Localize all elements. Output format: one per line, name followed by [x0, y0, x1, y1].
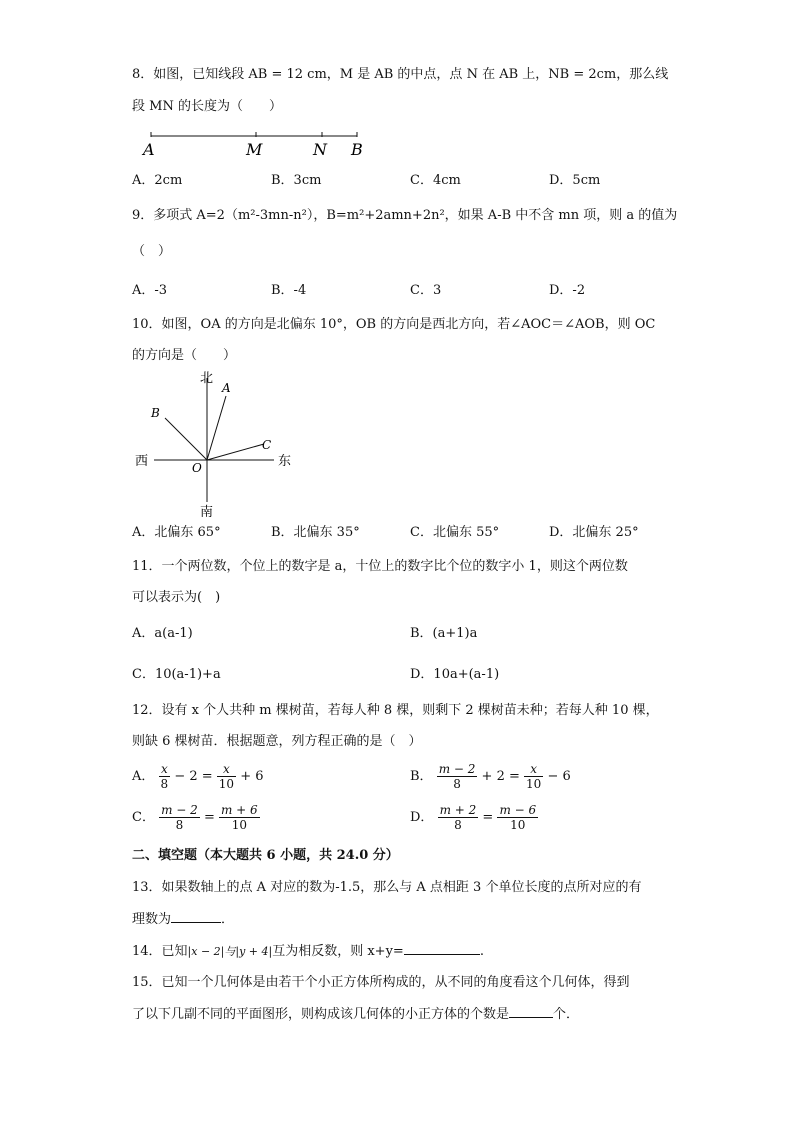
fraction: $\frac{x}{8}$	[160, 762, 169, 791]
fraction: $\frac{m - 6}{10}$	[499, 803, 537, 832]
option-d-letter: D．	[410, 810, 434, 825]
west-label: 西	[135, 454, 149, 469]
q8-option-a[interactable]: A．2cm	[132, 173, 183, 188]
q10-option-c[interactable]: C．北偏东 55°	[410, 525, 500, 540]
option-c-letter: C．	[132, 810, 155, 825]
q15-stem-line1: 15．已知一个几何体是由若干个小正方体所构成的，从不同的角度看这个几何体，得到	[132, 975, 630, 990]
q11-option-a[interactable]: A．a(a-1)	[132, 626, 193, 641]
q12-option-c[interactable]	[132, 803, 260, 832]
q9-option-d[interactable]: D．-2	[549, 283, 586, 298]
q8-option-b[interactable]: B．3cm	[271, 173, 322, 188]
q8-stem-line2: 段 MN 的长度为（ ）	[132, 99, 282, 114]
option-b-letter: B．	[410, 769, 433, 784]
abs-expression: |x − 2|与|y + 4|	[187, 945, 273, 958]
north-label: 北	[200, 371, 214, 386]
compass-figure	[130, 368, 300, 520]
q12-option-b[interactable]	[410, 762, 571, 791]
q10-stem-line1: 10．如图，OA 的方向是北偏东 10°，OB 的方向是西北方向，若∠AOC＝∠AOB，则 OC	[132, 317, 656, 332]
q11-stem-line1: 11．一个两位数，个位上的数字是 a，十位上的数字比个位的数字小 1，则这个两位数	[132, 559, 628, 574]
q13-stem-line2: 理数为 ．	[132, 912, 235, 927]
south-label: 南	[200, 505, 214, 520]
option-a-letter: A．	[132, 769, 155, 784]
origin-label: O	[192, 461, 202, 475]
ray-b-label: B	[151, 406, 160, 420]
fraction: $\frac{m - 2}{8}$	[438, 762, 476, 791]
fraction: $\frac{m + 6}{10}$	[220, 803, 258, 832]
answer-blank[interactable]	[509, 1005, 553, 1018]
fraction: $\frac{m + 2}{8}$	[439, 803, 477, 832]
q8-option-c[interactable]: C．4cm	[410, 173, 461, 188]
east-label: 东	[278, 454, 292, 469]
q12-stem-line2: 则缺 6 棵树苗．根据题意，列方程正确的是（ ）	[132, 734, 422, 749]
operator: + 2 =	[481, 769, 520, 784]
q11-stem-line2: 可以表示为( )	[132, 590, 221, 605]
q9-option-b[interactable]: B．-4	[271, 283, 307, 298]
segment-figure	[135, 128, 375, 162]
q10-stem-line2: 的方向是（ ）	[132, 348, 237, 363]
operator: − 6	[547, 769, 571, 784]
q10-option-b[interactable]: B．北偏东 35°	[271, 525, 360, 540]
q14-stem: 14．已知|x − 2|与|y + 4|互为相反数，则 x+y= .	[132, 944, 484, 959]
q12-option-d[interactable]	[410, 803, 538, 832]
operator: + 6	[240, 769, 264, 784]
q11-option-b[interactable]: B．(a+1)a	[410, 626, 478, 641]
q11-option-c[interactable]: C．10(a-1)+a	[132, 667, 221, 682]
operator: =	[203, 810, 215, 825]
answer-blank[interactable]	[404, 942, 480, 955]
fraction: $\frac{x}{10}$	[526, 762, 542, 791]
q10-option-a[interactable]: A．北偏东 65°	[132, 525, 221, 540]
point-a-label: A	[143, 140, 155, 159]
point-n-label: N	[313, 140, 327, 159]
q9-option-a[interactable]: A．-3	[132, 283, 168, 298]
q9-stem-line2: （ ）	[132, 244, 172, 259]
operator: − 2 =	[174, 769, 213, 784]
q11-option-d[interactable]: D．10a+(a-1)	[410, 667, 500, 682]
answer-blank[interactable]	[171, 910, 221, 923]
q15-stem-line2: 了以下几副不同的平面图形，则构成该几何体的小正方体的个数是 个．	[132, 1007, 580, 1022]
q12-option-a[interactable]	[132, 762, 264, 791]
q9-stem-line1: 9．多项式 A=2（m²-3mn-n²），B=m²+2amn+2n²，如果 A-B 中不含 mn 项，则 a 的值为	[132, 208, 678, 223]
q8-option-d[interactable]: D．5cm	[549, 173, 601, 188]
ray-c-label: C	[262, 438, 272, 452]
q10-option-d[interactable]: D．北偏东 25°	[549, 525, 639, 540]
q8-stem-line1: 8．如图，已知线段 AB = 12 cm，M 是 AB 的中点，点 N 在 AB 上，NB = 2cm，那么线	[132, 67, 669, 82]
fraction: $\frac{m - 2}{8}$	[161, 803, 198, 832]
ray-a-label: A	[222, 381, 231, 395]
point-m-label: M	[246, 140, 263, 159]
q13-stem-line1: 13．如果数轴上的点 A 对应的数为-1.5，那么与 A 点相距 3 个单位长度的点所对应的有	[132, 880, 642, 895]
operator: =	[482, 810, 494, 825]
point-b-label: B	[351, 140, 363, 159]
q12-stem-line1: 12．设有 x 个人共种 m 棵树苗，若每人种 8 棵，则剩下 2 棵树苗未种；若每人种 10 棵，	[132, 703, 659, 718]
fraction: $\frac{x}{10}$	[218, 762, 235, 791]
section-heading-fill-in: 二、填空题（本大题共 6 小题，共 24.0 分）	[132, 848, 399, 863]
q9-option-c[interactable]: C．3	[410, 283, 442, 298]
